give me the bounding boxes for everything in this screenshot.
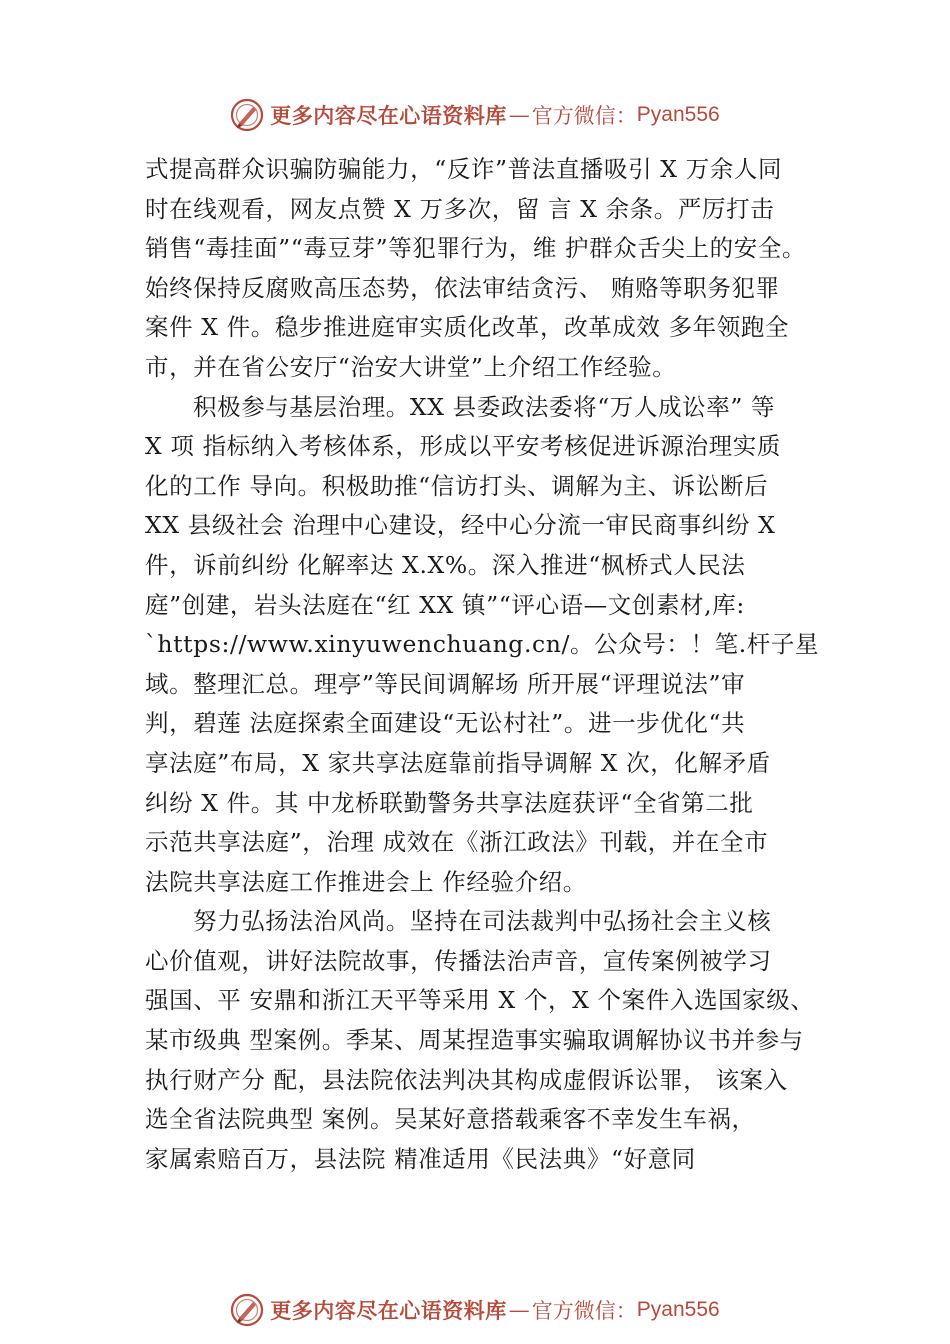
text-line: 式提高群众识骗防骗能力，“反诈”普法直播吸引 X 万余人同	[145, 155, 783, 183]
footer-banner	[0, 1290, 950, 1330]
text-line: X 项 指标纳入考核体系，形成以平安考核促进诉源治理实质	[145, 432, 781, 461]
text-line: 判，碧莲 法庭探索全面建设“无讼村社”。进一步优化“共	[145, 709, 746, 738]
text-line: 选全省法院典型 案例。吴某好意搭载乘客不幸发生车祸，	[145, 1105, 756, 1134]
text-line: 心价值观，讲好法院故事，传播法治声音，宣传案例被学习	[145, 946, 772, 975]
header-dash: —	[508, 103, 530, 127]
text-line: 示范共享法庭”，治理 成效在《浙江政法》刊载，并在全市	[145, 828, 769, 857]
brand-logo-icon	[230, 1293, 264, 1327]
text-line: XX 县级社会 治理中心建设，经中心分流一审民商事纠纷 X	[145, 511, 776, 540]
paragraph-start-line: 努力弘扬法治风尚。坚持在司法裁判中弘扬社会主义核	[193, 907, 772, 936]
header-wechat-label: 官方微信：	[531, 104, 637, 128]
text-line: 域。整理汇总。理亭”等民间调解场 所开展“评理说法”审	[145, 669, 746, 698]
footer-wechat-label: 官方微信：	[531, 1299, 637, 1323]
text-line: 件，诉前纠纷 化解率达 X.X%。深入推进“枫桥式人民法	[145, 550, 746, 579]
footer-brand-text: 更多内容尽在心语资料库	[270, 1298, 507, 1323]
text-line: 始终保持反腐败高压态势，依法审结贪污、 贿赂等职务犯罪	[145, 273, 780, 302]
text-line: 时在线观看，网友点赞 X 万多次，留 言 X 余条。严厉打击	[145, 194, 775, 223]
paragraph-start-line: 积极参与基层治理。XX 县委政法委将“万人成讼率” 等	[193, 392, 776, 421]
text-line: 强国、平 安鼎和浙江天平等采用 X 个，X 个案件入选国家级、	[145, 986, 815, 1015]
text-line: 市，并在省公安厅“治安大讲堂”上介绍工作经验。	[145, 352, 677, 381]
header-brand-text: 更多内容尽在心语资料库	[270, 103, 507, 128]
text-line: 销售“毒挂面”“毒豆芽”等犯罪行为，维 护群众舌尖上的安全。	[145, 234, 807, 263]
text-line: 案件 X 件。稳步推进庭审实质化改革，改革成效 多年领跑全	[145, 313, 790, 342]
document-body	[145, 150, 845, 1179]
header-wechat-handle: Pyan556	[636, 103, 720, 126]
header-banner	[0, 95, 950, 135]
brand-logo-icon	[230, 98, 264, 132]
footer-wechat-handle: Pyan556	[636, 1298, 720, 1321]
text-line: 化的工作 导向。积极助推“信访打头、调解为主、诉讼断后	[145, 471, 769, 500]
text-line: `https://www.xinyuwenchuang.cn/。公众号：！笔.杆子星	[145, 630, 820, 659]
text-line: 纠纷 X 件。其 中龙桥联勤警务共享法庭获评“全省第二批	[145, 788, 754, 817]
text-line: 家属索赔百万，县法院 精准适用《民法典》“好意同	[145, 1144, 696, 1173]
footer-dash: —	[508, 1298, 530, 1322]
text-line: 享法庭”布局，X 家共享法庭靠前指导调解 X 次，化解矛盾	[145, 748, 771, 777]
text-line: 庭”创建，岩头法庭在“红 XX 镇”“评心语—文创素材,库:	[145, 590, 745, 619]
text-line: 法院共享法庭工作推进会上 作经验介绍。	[145, 867, 587, 896]
text-line: 执行财产分 配，县法院依法判决其构成虚假诉讼罪， 该案入	[145, 1065, 788, 1094]
text-line: 某市级典 型案例。季某、周某捏造事实骗取调解协议书并参与	[145, 1026, 804, 1055]
